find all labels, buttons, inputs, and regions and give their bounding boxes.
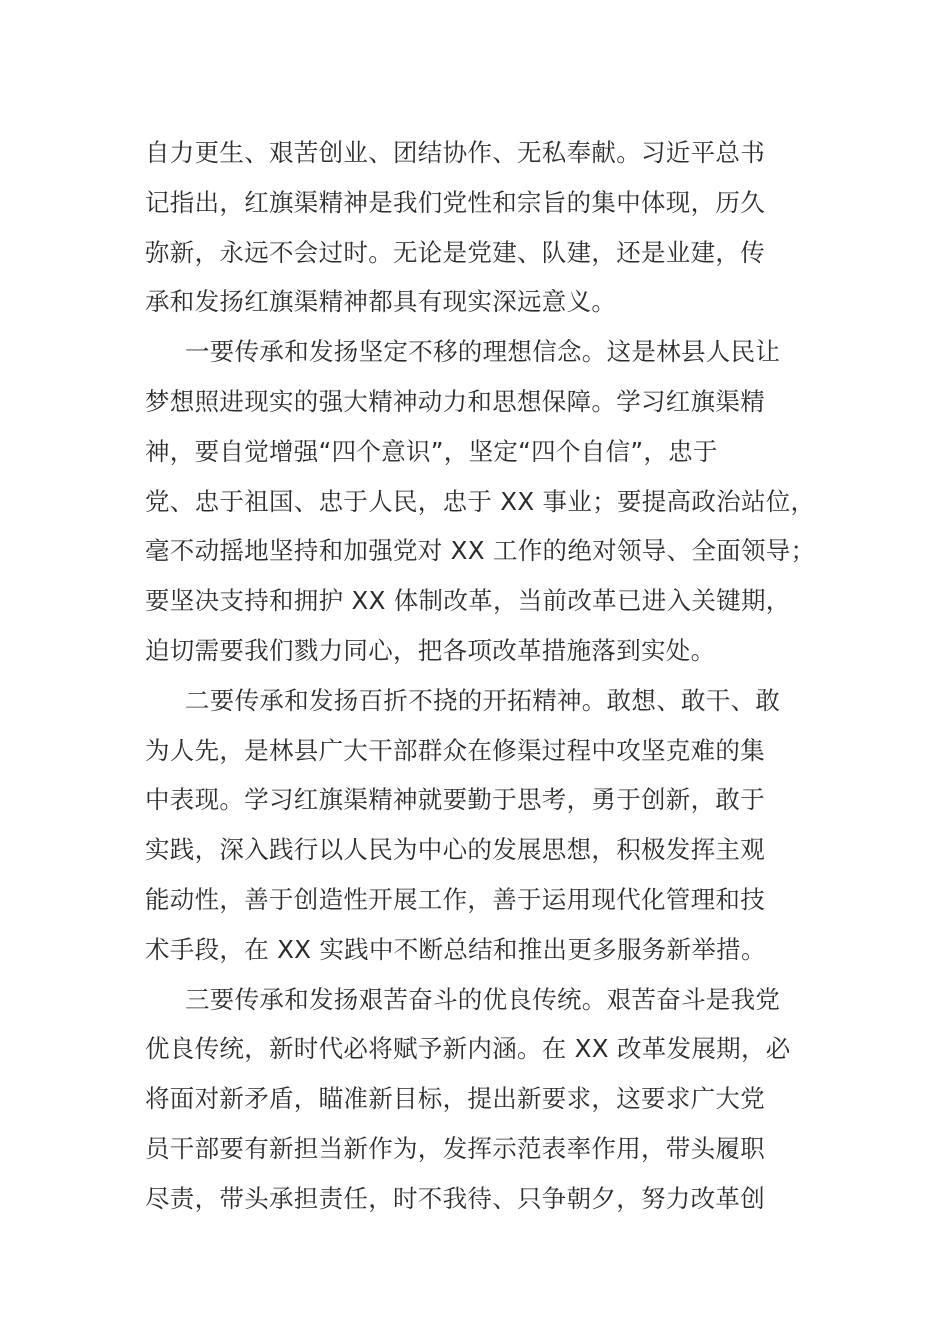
text-line: 为人先，是林县广大干部群众在修渠过程中攻坚克难的集 (145, 735, 765, 765)
text-line: 梦想照进现实的强大精神动力和思想保障。学习红旗渠精 (145, 386, 765, 416)
paragraph-first-line: 三要传承和发扬艰苦奋斗的优良传统。艰苦奋斗是我党 (185, 984, 781, 1014)
text-line: 员干部要有新担当新作为，发挥示范表率作用，带头履职 (145, 1133, 765, 1163)
text-line: 弥新，永远不会过时。无论是党建、队建，还是业建，传 (145, 237, 765, 267)
text-line: 毫不动摇地坚持和加强党对 XX 工作的绝对领导、全面领导； (145, 536, 816, 566)
text-line: 记指出，红旗渠精神是我们党性和宗旨的集中体现，历久 (145, 187, 765, 217)
text-line: 能动性，善于创造性开展工作，善于运用现代化管理和技 (145, 884, 765, 914)
text-line: 术手段，在 XX 实践中不断总结和推出更多服务新举措。 (145, 934, 766, 964)
text-line: 实践，深入践行以人民为中心的发展思想，积极发挥主观 (145, 835, 765, 865)
text-line: 要坚决支持和拥护 XX 体制改革，当前改革已进入关键期， (145, 586, 791, 616)
text-line: 神，要自觉增强“四个意识”，坚定“四个自信”，忠于 (145, 436, 718, 466)
paragraph-first-line: 一要传承和发扬坚定不移的理想信念。这是林县人民让 (185, 337, 781, 367)
text-line: 党、忠于祖国、忠于人民，忠于 XX 事业；要提高政治站位， (145, 486, 816, 516)
text-line: 自力更生、艰苦创业、团结协作、无私奉献。习近平总书 (145, 138, 765, 167)
text-line: 优良传统，新时代必将赋予新内涵。在 XX 改革发展期，必 (145, 1034, 791, 1064)
paragraph-first-line: 二要传承和发扬百折不挠的开拓精神。敢想、敢干、敢 (185, 685, 781, 715)
text-line: 承和发扬红旗渠精神都具有现实深远意义。 (145, 287, 617, 317)
text-line: 将面对新矛盾，瞄准新目标，提出新要求，这要求广大党 (145, 1084, 765, 1114)
text-line: 迫切需要我们戮力同心，把各项改革措施落到实处。 (145, 635, 716, 665)
text-line: 中表现。学习红旗渠精神就要勤于思考，勇于创新，敢于 (145, 785, 765, 815)
text-line: 尽责，带头承担责任，时不我待、只争朝夕，努力改革创 (145, 1183, 765, 1213)
document-body (145, 128, 835, 1224)
